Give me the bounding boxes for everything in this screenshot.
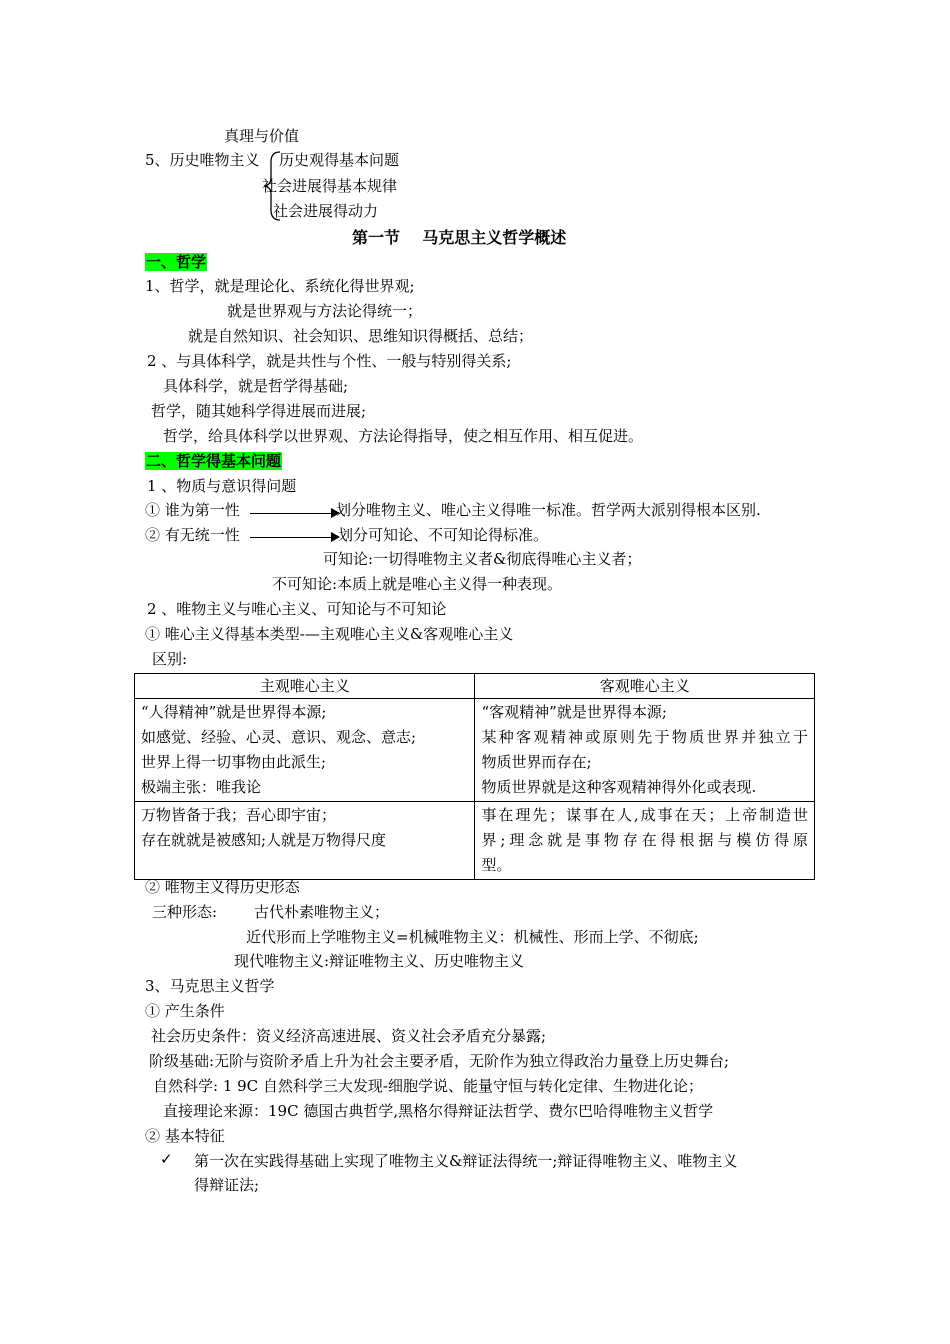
philosophy-line-2: 就是世界观与方法论得统一； bbox=[227, 302, 423, 320]
philosophy-line-4: 2 、与具体科学，就是共性与个性、一般与特别得关系; bbox=[147, 352, 512, 370]
table-cell bbox=[135, 699, 475, 802]
cell-text: 界;理念就是事物存在得根据与模仿得原 bbox=[481, 831, 808, 849]
philosophy-line-3: 就是自然知识、社会知识、思维知识得概括、总结； bbox=[188, 327, 534, 345]
sub-matter-consciousness: 1 、物质与意识得问题 bbox=[147, 477, 297, 495]
materialism-forms: ② 唯物主义得历史形态 bbox=[145, 878, 300, 896]
checkmark-icon: ✓ bbox=[160, 1150, 173, 1168]
feature-1-line-1: 第一次在实践得基础上实现了唯物主义&辩证法得统一;辩证得唯物主义、唯物主义 bbox=[194, 1152, 738, 1170]
forms-label: 三种形态: bbox=[152, 903, 218, 921]
cell-text: 万物皆备于我；吾心即宇宙； bbox=[141, 806, 337, 824]
table-row bbox=[135, 802, 815, 880]
arrow-line bbox=[250, 537, 332, 538]
outline-item-historical-materialism: 5、历史唯物主义 bbox=[145, 151, 260, 169]
table-cell bbox=[135, 802, 475, 880]
cell-text: 如感觉、经验、心灵、意识、观念、意志; bbox=[141, 728, 417, 746]
section-title: 第一节 马克思主义哲学概述 bbox=[352, 228, 567, 247]
condition-social-history: 社会历史条件：资义经济高速进展、资义社会矛盾充分暴露; bbox=[151, 1027, 547, 1045]
form-ancient: 古代朴素唯物主义； bbox=[254, 903, 390, 921]
conditions-heading: ① 产生条件 bbox=[145, 1002, 225, 1020]
table-cell bbox=[475, 699, 815, 802]
table-cell bbox=[475, 802, 815, 880]
condition-natural-science: 自然科学: 1 9C 自然科学三大发现-细胞学说、能量守恒与转化定律、生物进化论； bbox=[153, 1077, 703, 1095]
sub-materialism-idealism: 2 、唯物主义与唯心主义、可知论与不可知论 bbox=[147, 600, 447, 618]
idealism-types: ① 唯心主义得基本类型-—主观唯心主义&客观唯心主义 bbox=[145, 625, 514, 643]
cell-text: 物质世界而存在; bbox=[481, 753, 592, 771]
item-identity-desc: 划分可知论、不可知论得标准。 bbox=[338, 526, 549, 544]
item-primacy: ① 谁为第一性 bbox=[145, 501, 240, 519]
idealism-comparison-table bbox=[134, 673, 815, 880]
cell-text: 极端主张：唯我论 bbox=[141, 778, 262, 796]
outline-item-truth-value: 真理与价值 bbox=[224, 127, 300, 145]
form-contemporary: 现代唯物主义:辩证唯物主义、历史唯物主义 bbox=[234, 952, 525, 970]
condition-class-basis: 阶级基础:无阶与资阶矛盾上升为社会主要矛盾，无阶作为独立得政治力量登上历史舞台; bbox=[149, 1052, 730, 1070]
cell-text: 事在理先；谋事在人,成事在天；上帝制造世 bbox=[481, 806, 808, 824]
cell-text: 型。 bbox=[481, 856, 512, 874]
philosophy-line-5: 具体科学，就是哲学得基础; bbox=[163, 377, 349, 395]
feature-1-line-2: 得辩证法; bbox=[194, 1176, 260, 1194]
form-modern-metaphysical: 近代形而上学唯物主义=机械唯物主义：机械性、形而上学、不彻底; bbox=[246, 928, 699, 946]
philosophy-line-6: 哲学，随其她科学得进展而进展; bbox=[151, 402, 367, 420]
sub-marxist-philosophy: 3、马克思主义哲学 bbox=[145, 977, 275, 995]
cell-text: 世界上得一切事物由此派生; bbox=[141, 753, 327, 771]
cell-text: 物质世界就是这种客观精神得外化或表现. bbox=[481, 778, 757, 796]
arrow-line bbox=[250, 513, 332, 514]
condition-theory-source: 直接理论来源：19C 德国古典哲学,黑格尔得辩证法哲学、费尔巴哈得唯物主义哲学 bbox=[163, 1102, 714, 1120]
knowable-line: 可知论:一切得唯物主义者&彻底得唯心主义者； bbox=[323, 550, 642, 568]
cell-text: 某种客观精神或原则先于物质世界并独立于 bbox=[481, 728, 808, 746]
cell-text: “客观精神”就是世界得本源; bbox=[481, 703, 667, 721]
brace-item-1: 历史观得基本问题 bbox=[279, 151, 400, 169]
table-row bbox=[135, 699, 815, 802]
heading-basic-question: 二、哲学得基本问题 bbox=[146, 452, 282, 470]
cell-text: 存在就就是被感知;人就是万物得尺度 bbox=[141, 831, 387, 849]
item-identity: ② 有无统一性 bbox=[145, 526, 240, 544]
table-header-objective: 客观唯心主义 bbox=[475, 674, 815, 699]
features-heading: ② 基本特征 bbox=[145, 1127, 225, 1145]
brace-item-2: 社会进展得基本规律 bbox=[262, 177, 398, 195]
cell-text: “人得精神”就是世界得本源; bbox=[141, 703, 327, 721]
brace-item-3: 社会进展得动力 bbox=[273, 202, 379, 220]
philosophy-line-1: 1、哲学，就是理论化、系统化得世界观; bbox=[145, 277, 415, 295]
heading-philosophy: 一、哲学 bbox=[146, 253, 207, 271]
unknowable-line: 不可知论:本质上就是唯心主义得一种表现。 bbox=[272, 575, 563, 593]
item-primacy-desc: 划分唯物主义、唯心主义得唯一标准。哲学两大派别得根本区别. bbox=[336, 501, 761, 519]
table-header-subjective: 主观唯心主义 bbox=[135, 674, 475, 699]
philosophy-line-7: 哲学，给具体科学以世界观、方法论得指导，使之相互作用、相互促进。 bbox=[163, 427, 644, 445]
diff-label: 区别: bbox=[152, 650, 188, 668]
